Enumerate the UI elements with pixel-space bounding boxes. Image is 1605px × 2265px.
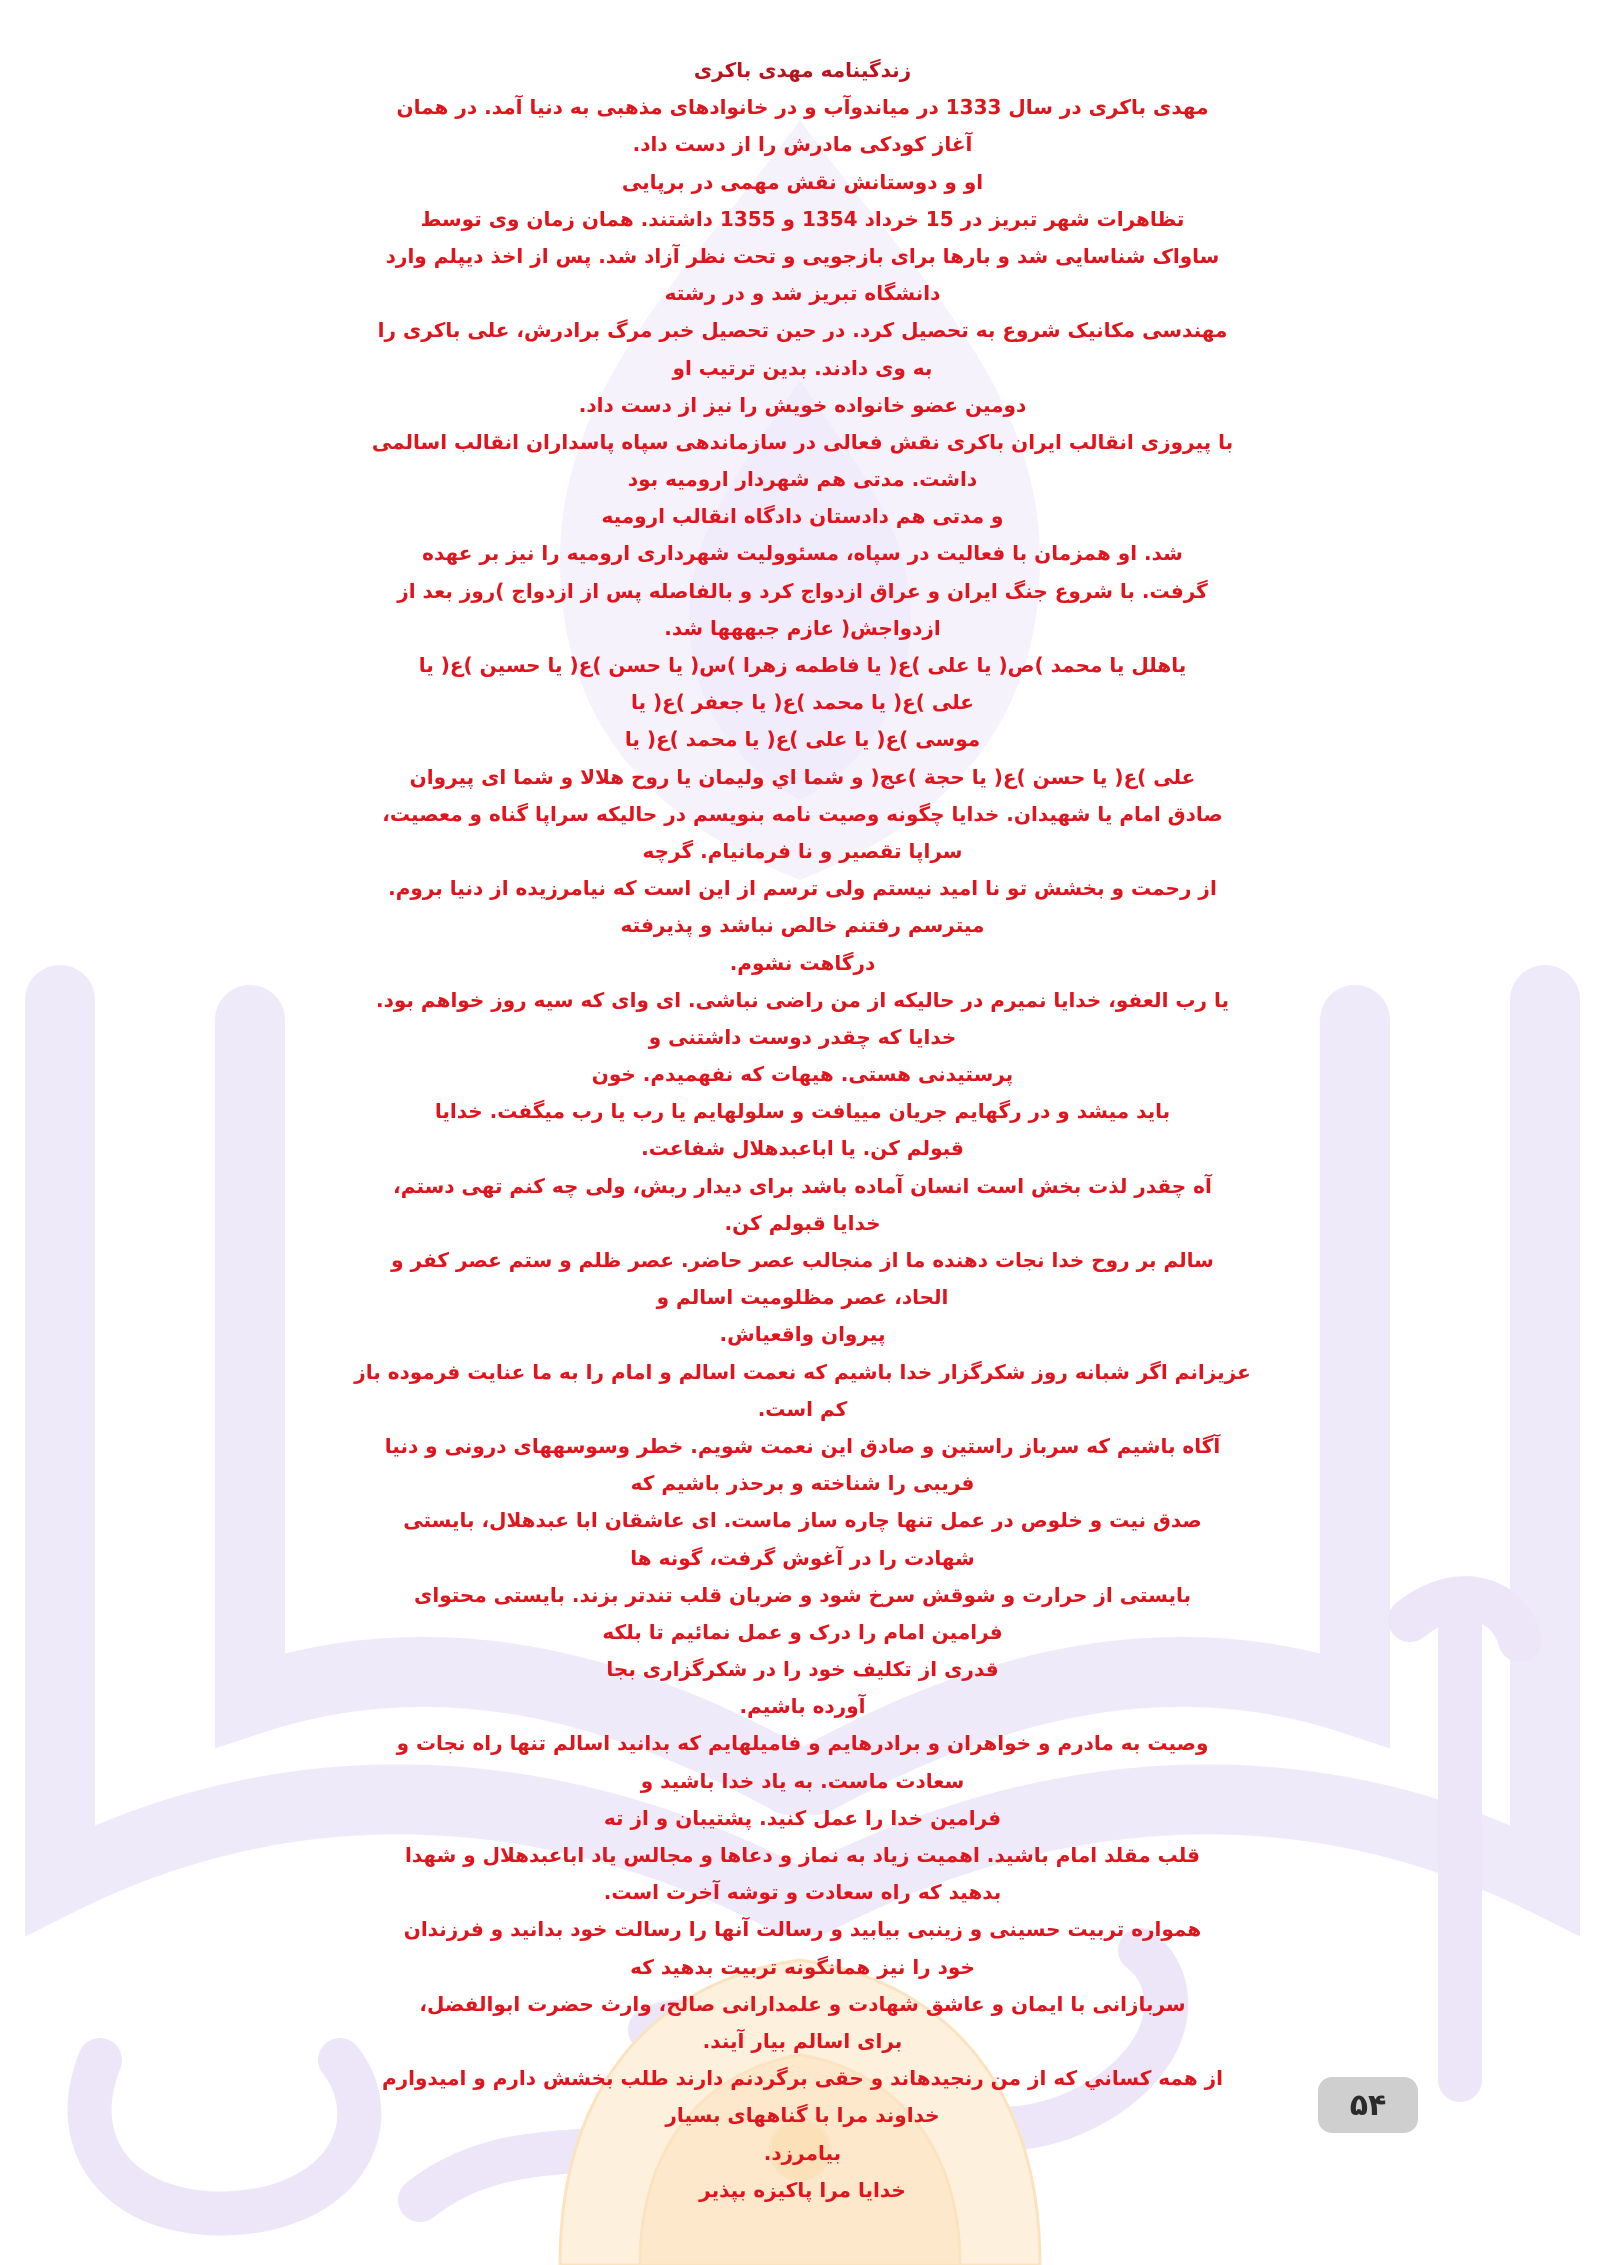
- text-line: ساواک شناسایی شد و بارها برای بازجویی و تحت نظر آزاد شد. پس از اخذ دیپلم وارد: [385, 243, 1220, 268]
- text-line: داشت. مدتی هم شهردار ارومیه بود: [627, 467, 978, 492]
- text-line: کم است.: [757, 1396, 848, 1421]
- text-line: دانشگاه تبریز شد و در رشته: [664, 281, 941, 306]
- text-line: آغاز کودکی مادرش را از دست داد.: [632, 132, 973, 157]
- text-line: درگاهت نشوم.: [729, 950, 876, 975]
- text-line: سراپا تقصیر و نا فرمانیام. گرچه: [642, 838, 963, 863]
- text-line: قلب مقلد امام باشید. اهمیت زیاد به نماز و دعاها و مجالس یاد اباعبدهلال و شهدا: [404, 1843, 1201, 1867]
- text-line: و مدتی هم دادستان دادگاه انقالب ارومیه: [601, 504, 1004, 529]
- text-line: مهندسی مکانیک شروع به تحصیل کرد. در حین تحصیل خبر مرگ برادرش، علی باکری را: [377, 318, 1228, 343]
- text-line: پرستیدنی هستی. هیهات که نفهمیدم. خون: [591, 1062, 1014, 1087]
- text-line: فرامین امام را درک و عمل نمائیم تا بلکه: [602, 1619, 1003, 1644]
- text-line: آگاه باشیم که سرباز راستین و صادق این نعمت شویم. خطر وسوسههای درونی و دنیا: [384, 1433, 1221, 1458]
- text-line: همواره تربیت حسینی و زینبی بیابید و رسالت آنها را رسالت خود بدانید و فرزندان: [403, 1917, 1202, 1942]
- text-line: تظاهرات شهر تبریز در 15 خرداد 1354 و 1355 داشتند. همان زمان وی توسط: [420, 206, 1185, 231]
- text-line: صدق نیت و خلوص در عمل تنها چاره ساز ماست. ای عاشقان ابا عبدهلال، بایستی: [403, 1508, 1202, 1533]
- document-title: زندگینامه مهدی باکری: [693, 58, 912, 82]
- text-line: او و دوستانش نقش مهمی در برپایی: [621, 169, 984, 194]
- text-line: بیامرزد.: [763, 2140, 842, 2165]
- text-line: به وی دادند. بدین ترتیب او: [672, 355, 933, 380]
- page-number: ۵۴: [1349, 2087, 1387, 2123]
- text-line: از رحمت و بخشش تو نا امید نیستم ولی ترسم از این است که نیامرزیده از دنیا بروم.: [388, 876, 1217, 901]
- text-line: سربازانی با ایمان و عاشق شهادت و علمدارانی صالح، وارث حضرت ابوالفضل،: [419, 1991, 1186, 2016]
- text-line: یاهلل یا محمد )ص( یا علی )ع( یا فاطمه زهرا )س( یا حسن )ع( یا حسین )ع( یا: [418, 653, 1187, 677]
- text-line: قدری از تکلیف خود را در شکرگزاری بجا: [606, 1657, 999, 1682]
- text-line: علی )ع( یا حسن )ع( یا حجة )عج( و شما اي وليمان يا روح هلالا و شما ای پیروان: [409, 764, 1196, 789]
- text-line: بایستی از حرارت و شوقش سرخ شود و ضربان قلب تندتر بزند. بایستی محتوای: [414, 1582, 1191, 1607]
- text-line: گرفت. با شروع جنگ ایران و عراق ازدواج کرد و بالفاصله پس از ازدواج )روز بعد از: [397, 578, 1208, 603]
- text-line: الحاد، عصر مظلومیت اسالم و: [656, 1285, 949, 1310]
- text-line: قبولم کن. یا اباعبدهلال شفاعت.: [641, 1136, 964, 1161]
- text-line: خداوند مرا با گناههای بسیار: [665, 2103, 940, 2128]
- text-line: فرامین خدا را عمل کنید. پشتیبان و از ته: [603, 1805, 1002, 1830]
- text-line: موسی )ع( یا علی )ع( یا محمد )ع( یا: [624, 727, 981, 752]
- text-line: از همه کساني که از من رنجیدهاند و حقی برگردنم دارند طلب بخشش دارم و امیدوارم: [381, 2066, 1224, 2091]
- text-line: سالم بر روح خدا نجات دهنده ما از منجالب عصر حاضر. عصر ظلم و ستم عصر کفر و: [391, 1248, 1214, 1272]
- text-line: باید میشد و در رگهایم جریان مییافت و سلولهایم یا رب یا رب میگفت. خدایا: [434, 1099, 1171, 1124]
- biography-text: [330, 52, 1275, 2209]
- page-number-badge: [1318, 2077, 1418, 2133]
- text-line: آورده باشیم.: [739, 1694, 866, 1719]
- text-line: خدایا قبولم کن.: [724, 1210, 881, 1235]
- text-line: خود را نیز همانگونه تربیت بدهید که: [630, 1954, 975, 1979]
- text-line: شهادت را در آغوش گرفت، گونه ها: [630, 1545, 975, 1570]
- text-line: مهدی باکری در سال 1333 در میاندوآب و در خانوادهای مذهبی به دنیا آمد. در همان: [396, 95, 1209, 120]
- text-line: سعادت ماست. به یاد خدا باشید و: [640, 1768, 965, 1793]
- text-line: خدایا که چقدر دوست داشتنی و: [648, 1024, 957, 1049]
- text-line: آه چقدر لذت بخش است انسان آماده باشد برای دیدار ربش، ولی چه کنم تهی دستم،: [393, 1173, 1212, 1198]
- text-line: وصیت به مادرم و خواهران و برادرهایم و فامیلهایم که بدانید اسالم تنها راه نجات و: [396, 1731, 1209, 1756]
- text-line: صادق امام یا شهیدان. خدایا چگونه وصیت نامه بنویسم در حالیکه سراپا گناه و معصیت،: [382, 801, 1223, 826]
- text-line: پیروان واقعیاش.: [719, 1322, 886, 1347]
- text-line: ازدواجش( عازم جبههها شد.: [664, 615, 941, 640]
- text-line: یا رب العفو، خدایا نمیرم در حالیکه از من راضی نباشی. ای وای که سیه روز خواهم بود.: [376, 987, 1229, 1012]
- text-line: علی )ع( یا محمد )ع( یا جعفر )ع( یا: [631, 690, 974, 715]
- text-line: بدهید که راه سعادت و توشه آخرت است.: [603, 1880, 1002, 1905]
- text-line: دومین عضو خانواده خویش را نیز از دست داد.: [578, 392, 1027, 417]
- text-line: شد. او همزمان با فعالیت در سپاه، مسئوولیت شهرداری ارومیه را نیز بر عهده: [422, 541, 1183, 566]
- text-line: فریبی را شناخته و برحذر باشیم که: [630, 1471, 975, 1496]
- text-line: عزیزانم اگر شبانه روز شکرگزار خدا باشیم که نعمت اسالم و امام را به ما عنایت فرموده باز: [354, 1359, 1251, 1384]
- text-line: میترسم رفتنم خالص نباشد و پذیرفته: [620, 913, 985, 938]
- text-line: خدایا مرا پاکیزه بپذیر: [699, 2177, 906, 2202]
- text-line: با پیروزی انقالب ایران باکری نقش فعالی در سازماندهی سپاه پاسداران انقالب اسالمی: [371, 429, 1234, 454]
- text-line: برای اسالم بیار آیند.: [702, 2028, 903, 2053]
